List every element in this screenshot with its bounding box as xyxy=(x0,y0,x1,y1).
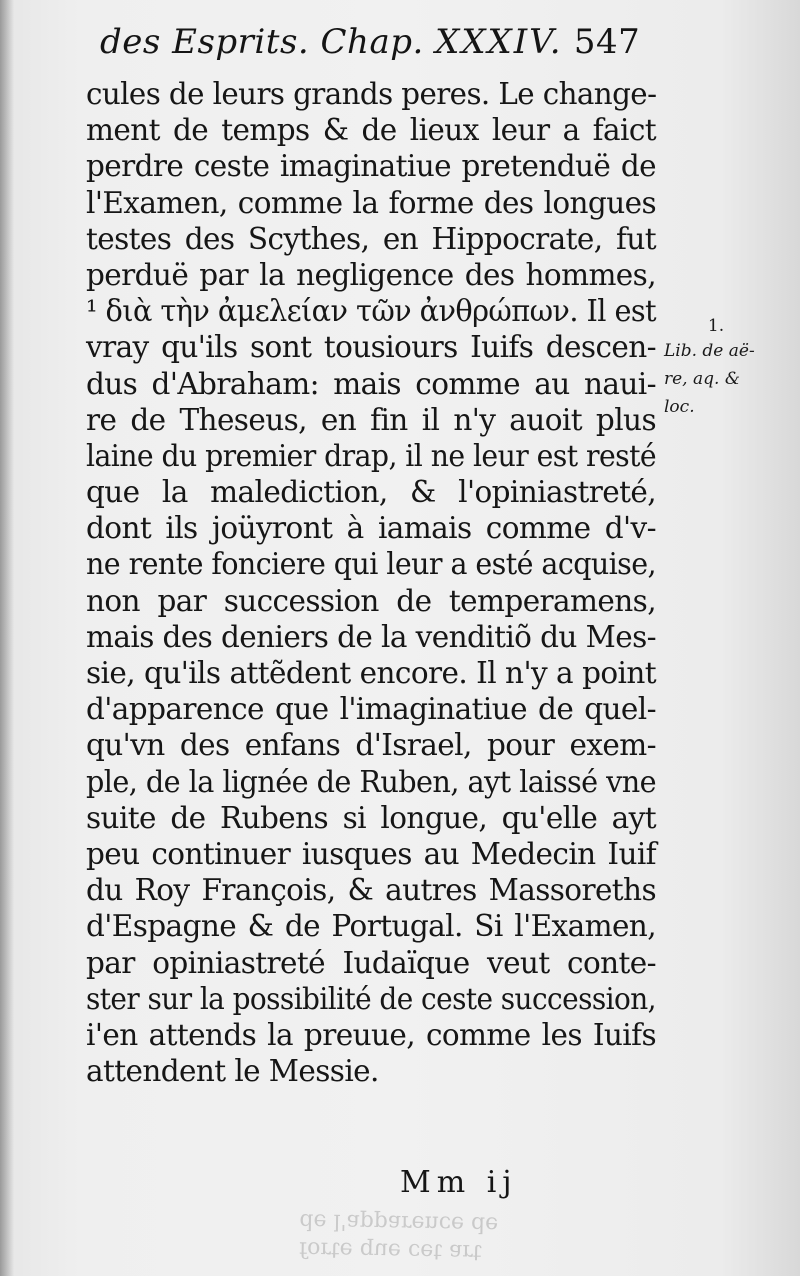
text-line: d'apparence que l'imaginatiue de quel- xyxy=(86,692,656,727)
signature-mark: Mm ij xyxy=(400,1165,518,1200)
margin-note-line: loc. xyxy=(664,397,695,417)
text-line: non par succession de temperamens, xyxy=(86,583,656,618)
text-line: vray qu'ils sont tousiours Iuifs descen- xyxy=(86,330,656,365)
text-line: dont ils joüyront à iamais comme d'v- xyxy=(86,511,656,546)
text-line: du Roy François, & autres Massoreths xyxy=(86,873,656,908)
text-line: ple, de la lignée de Ruben, ayt laissé vne xyxy=(86,764,657,799)
text-line: dus d'Abraham: mais comme au naui- xyxy=(86,366,656,401)
body-text xyxy=(86,76,656,1089)
margin-note-line: Lib. de aë- xyxy=(664,341,755,361)
margin-note-line: re, aq. & xyxy=(664,369,740,389)
text-line: perduë par la negligence des hommes, xyxy=(86,257,656,292)
margin-note xyxy=(664,315,784,421)
text-line: suite de Rubens si longue, qu'elle ayt xyxy=(86,800,656,835)
running-header xyxy=(100,22,660,70)
text-line: re de Theseus, en fin il n'y auoit plus xyxy=(86,402,656,437)
gutter-shadow xyxy=(0,0,14,1276)
show-through-text: forte que cet art de l'apparence de xyxy=(298,1208,499,1265)
running-title: des Esprits. xyxy=(100,22,310,62)
text-line: i'en attends la preuue, comme les Iuifs xyxy=(86,1017,656,1052)
chapter-label: Chap. xyxy=(320,22,424,62)
text-line: mais des deniers de la venditiõ du Mes- xyxy=(86,619,656,654)
text-line: peu continuer iusques au Medecin Iuif xyxy=(86,836,656,871)
text-line: ne rente fonciere qui leur a esté acquise, xyxy=(86,547,656,582)
text-line: l'Examen, comme la forme des longues xyxy=(86,185,656,220)
text-line-greek: ¹ διὰ τὴν ἀμελείαν τῶν ἀνθρώπων. Il est xyxy=(86,294,657,329)
text-line: qu'vn des enfans d'Israel, pour exem- xyxy=(86,728,656,763)
page-number: 547 xyxy=(573,22,641,62)
chapter-number: XXXIV. xyxy=(435,22,563,62)
text-line-last: attendent le Messie. xyxy=(86,1054,379,1089)
text-line: par opiniastreté Iudaïque veut conte- xyxy=(86,945,656,980)
text-line: d'Espagne & de Portugal. Si l'Examen, xyxy=(86,909,656,944)
text-line: cules de leurs grands peres. Le change- xyxy=(86,77,657,111)
margin-note-number: 1. xyxy=(707,316,725,336)
text-line: ster sur la possibilité de ceste succession, xyxy=(86,981,656,1016)
text-line: testes des Scythes, en Hippocrate, fut xyxy=(86,221,656,256)
text-line: ment de temps & de lieux leur a faict xyxy=(86,113,656,148)
text-line: perdre ceste imaginatiue pretenduë de xyxy=(86,149,656,184)
text-line: sie, qu'ils attẽdent encore. Il n'y a point xyxy=(86,656,656,690)
text-line: laine du premier drap, il ne leur est resté xyxy=(86,438,657,473)
text-line: que la malediction, & l'opiniastreté, xyxy=(86,475,656,510)
